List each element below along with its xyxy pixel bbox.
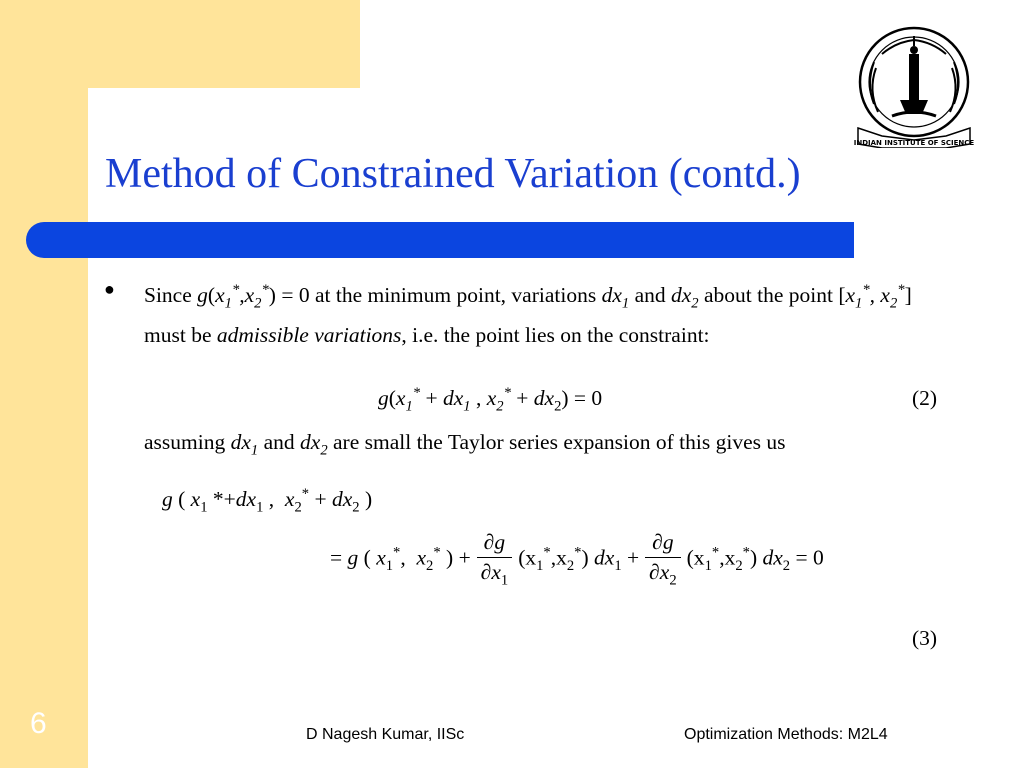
title-underline-bar	[26, 222, 854, 258]
equation-2-label: (2)	[912, 386, 938, 410]
slide-title: Method of Constrained Variation (contd.)	[105, 151, 801, 197]
taylor-paragraph: assuming $dx_1$ and $dx_2$ are small the Taylor series expansion of this gives us	[144, 430, 786, 459]
equation-3-line2: = g ( $x_1^*$, $x_2^*$ ) + $\frac{\partial g}{\partial x_1}$ $(x_1^*,x_2^*) dx_1$ + $\frac{\partial g}{\partial x_2}$ $(x_1^*,x_2^*) dx_2 = 0$	[330, 530, 824, 589]
bullet-paragraph: Since $g(x_1^*,x_2^*) = 0$ at the minimum point, variations $dx_1$ and $dx_2$ about the point [$x_1^*$, $x_2^*$] must be admissible variations, i.e. the point lies on the constraint:	[144, 282, 912, 348]
equation-2: $g(x_1^* + dx_1$ , $x_2^* + dx_2) = 0$	[378, 385, 603, 415]
logo-caption-text: INDIAN INSTITUTE OF SCIENCE	[853, 139, 975, 147]
equation-3-label: (3)	[912, 626, 938, 650]
iisc-logo	[852, 24, 976, 148]
page-number: 6	[30, 707, 47, 740]
bullet-dot: ●	[104, 279, 115, 299]
top-decor-band	[0, 0, 360, 88]
equation-3-line1: g ( $x_1$ $*+dx_1$ , $x_2^* + dx_2$ )	[162, 486, 373, 516]
footer-course: Optimization Methods: M2L4	[684, 726, 888, 743]
footer-author: D Nagesh Kumar, IISc	[306, 726, 465, 743]
left-decor-band	[0, 0, 88, 768]
